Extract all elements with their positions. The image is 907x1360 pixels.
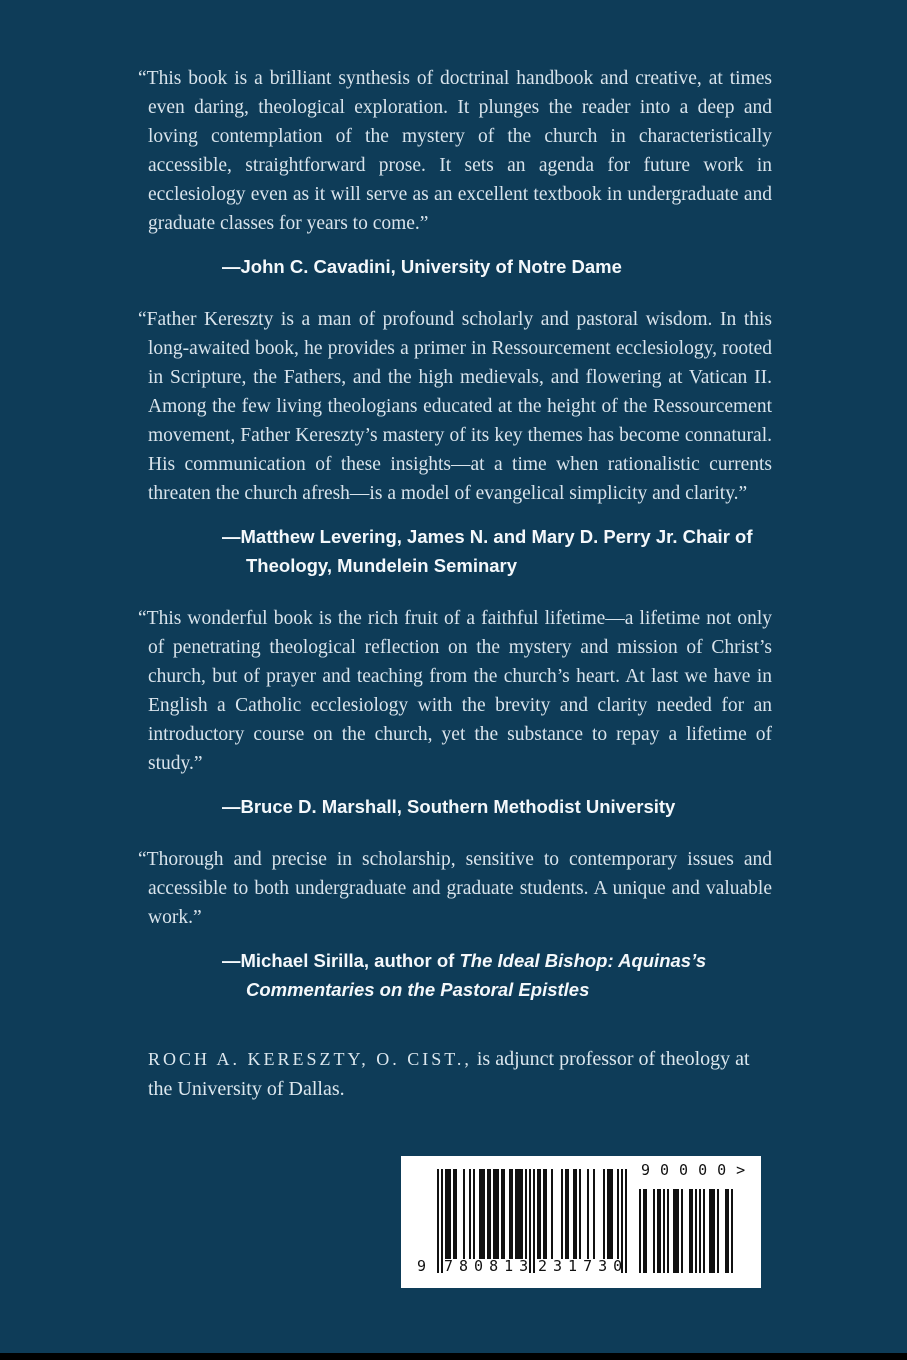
endorsement-attribution (222, 792, 772, 821)
attribution-text: —John C. Cavadini, University of Notre Dame (222, 256, 622, 277)
barcode-right-digits: 231730 (538, 1257, 629, 1275)
barcode-left-digits: 780813 (444, 1257, 535, 1275)
supplement-value: 90000 (641, 1161, 737, 1179)
endorsement-attribution (222, 522, 772, 580)
endorsement-attribution (222, 252, 772, 281)
endorsement-attribution (222, 946, 772, 1004)
endorsement-quote: “Father Kereszty is a man of profound scholarly and pastoral wisdom. In this long-awaited book, he provides a primer in Ressourcement ecclesiology, rooted in Scripture, the Fathers, and the high medievals, and flowering at Vatican II. Among the few living theologians educated at the height of the Ressourcement movement, Father Kereszty’s mastery of its key themes has become connatural. His communication of these insights—at a time when rationalistic currents threaten the church afresh—is a model of evangelical simplicity and clarity.” (138, 309, 772, 504)
author-name: ROCH A. KERESZTY, O. CIST., (148, 1049, 472, 1069)
endorsements-section (138, 64, 772, 1124)
attribution-text: —Matthew Levering, James N. and Mary D. Perry Jr. Chair of Theology, Mundelein Seminary (222, 526, 753, 576)
isbn-barcode (401, 1156, 761, 1288)
author-bio-text: is adjunct professor of theology at the University of Dallas. (148, 1048, 750, 1100)
attribution-book-title: The Ideal Bishop: Aquinas’s Commentaries on the Pastoral Epistles (246, 950, 707, 1000)
attribution-text: —Bruce D. Marshall, Southern Methodist University (222, 796, 676, 817)
supplement-arrow: > (736, 1161, 756, 1179)
endorsement-quote: “This wonderful book is the rich fruit of a faithful lifetime—a lifetime not only of penetrating theological reflection on the mystery and mission of Christ’s church, but of prayer and teaching from the church’s heart. At last we have in English a Catholic ecclesiology with the brevity and clarity needed for an introductory course on the church, yet the substance to repay a lifetime of study.” (138, 608, 772, 774)
endorsement-quote: “Thorough and precise in scholarship, sensitive to contemporary issues and accessible to both undergraduate and graduate students. A unique and valuable work.” (138, 849, 772, 928)
barcode-bars-supplement (637, 1189, 733, 1273)
attribution-text: —Michael Sirilla, author of (222, 950, 460, 971)
barcode-supplement-digits (641, 1161, 755, 1179)
barcode-first-digit: 9 (417, 1257, 427, 1275)
author-bio (148, 1044, 772, 1104)
endorsement-quote: “This book is a brilliant synthesis of doctrinal handbook and creative, at times even daring, theological exploration. It plunges the reader into a deep and loving contemplation of the mystery of the church in characteristically accessible, straightforward prose. It sets an agenda for future work in ecclesiology even as it will serve as an excellent textbook in undergraduate and graduate classes for years to come.” (138, 68, 772, 234)
bottom-edge-bar (0, 1353, 907, 1360)
